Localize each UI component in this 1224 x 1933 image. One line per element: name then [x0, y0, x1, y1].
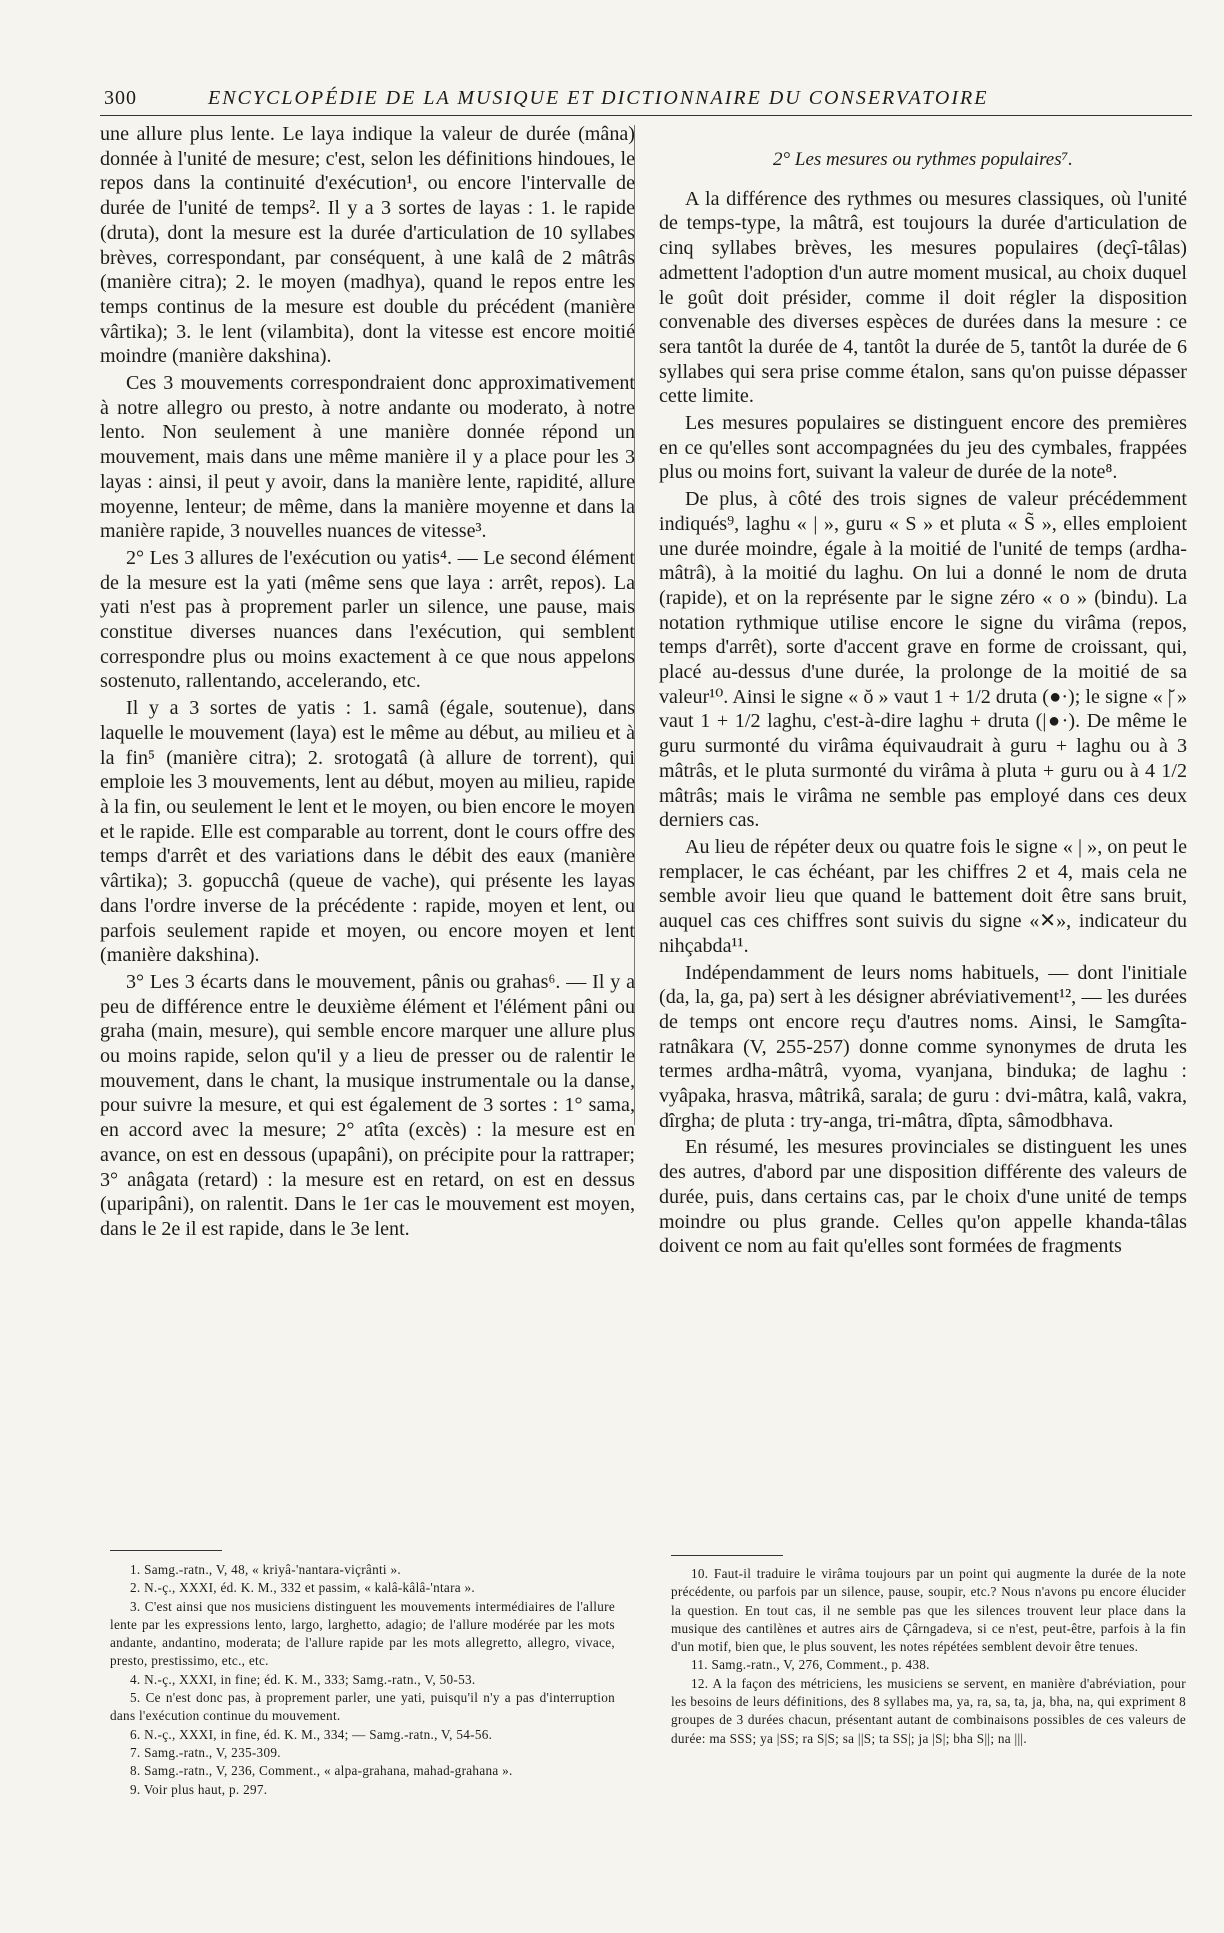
- footnote: 2. N.-ç., XXXI, éd. K. M., 332 et passim, « kalâ-kâlâ-'ntara ».: [130, 1580, 476, 1596]
- paragraph: Les mesures populaires se distinguent encore des premières en ce qu'elles sont accompagnées du jeu des cymbales, frappées plus ou moins fort, suivant la valeur de durée de la note⁸.: [659, 412, 1187, 484]
- footnote: 9. Voir plus haut, p. 297.: [130, 1781, 268, 1797]
- paragraph: une allure plus lente. Le laya indique la valeur de durée (mâna) donnée à l'unité de mesure; c'est, selon les définitions hindoues, le repos dans la continuité d'exécution¹, ou encore l'intervalle de durée de l'unité de temps². Il y a 3 sortes de layas : 1. le rapide (druta), dont la mesure est la durée d'articulation de 10 syllabes brèves, correspondant, par conséquent, à une kalâ de 2 mâtrâs (manière citra); 2. le moyen (madhya), quand le repos entre les temps continus de la mesure est double du précédent (manière vârtika); 3. le lent (vilambita), dont la vitesse est encore moitié moindre (manière dakshina).: [100, 123, 635, 368]
- paragraph: Au lieu de répéter deux ou quatre fois le signe « | », on peut le remplacer, le cas échéant, par les chiffres 2 et 4, mais cela ne semble avoir lieu que quand le battement doit être sans bruit, auquel cas ces chiffres sont suivis du signe «✕», indicateur du nihçabda¹¹.: [659, 835, 1187, 957]
- footnote: 5. Ce n'est donc pas, à proprement parler, une yati, puisqu'il n'y a pas d'interruption dans l'exécution continue du mouvement.: [110, 1690, 615, 1724]
- page-header: [100, 83, 1192, 116]
- footnote: 12. A la façon des métriciens, les musiciens se servent, en manière d'abréviation, pour les besoins de leurs définitions, des 8 syllabes ma, ya, ra, sa, ta, ja, bha, na, qui expriment 8 groupes de 3 durées chacun, présentant autant de combinaisons possibles de ces valeurs de durée: ma SSS; ya |SS; ra S|S; sa ||S; ta SS|; ja |S|; bha S||; na |||.: [671, 1675, 1186, 1746]
- paragraph: 3° Les 3 écarts dans le mouvement, pânis ou grahas⁶. — Il y a peu de différence entre le deuxième élément et l'élément pâni ou graha (main, mesure), qui semble encore marquer une allure plus ou moins rapide, selon qu'il y a lieu de presser ou de ralentir le mouvement, dans le chant, la musique instrumentale ou la danse, pour suivre la mesure, et qui est également de 3 sortes : 1° sama, en accord avec la mesure; 2° atîta (excès) : la mesure est en avance, on est en dessous (upapâni), on précipite pour la rattraper; 3° anâgata (retard) : la mesure est en retard, on est en dessus (uparipâni), on ralentit. Dans le 1er cas le mouvement est moyen, dans le 2e il est rapide, dans le 3e lent.: [100, 970, 635, 1240]
- running-title: ENCYCLOPÉDIE DE LA MUSIQUE ET DICTIONNAIRE DU CONSERVATOIRE: [208, 87, 989, 109]
- paragraph: Il y a 3 sortes de yatis : 1. samâ (égale, soutenue), dans laquelle le mouvement (laya) est le même au début, au milieu et à la fin⁵ (manière citra); 2. srotogatâ (à allure de torrent), qui emploie les 3 mouvements, lent au début, moyen au milieu, rapide à la fin, ou seulement le lent et le moyen, ou bien encore le moyen et le rapide. Elle est comparable au torrent, dont le cours offre des temps d'arrêt et des variations dans le débit des eaux (manière vârtika); 3. gopucchâ (queue de vache), qui présente les layas dans l'ordre inverse de la précédente : rapide, moyen et lent, ou parfois seulement rapide et moyen, ou encore moyen et lent (manière dakshina).: [100, 697, 635, 967]
- footnote: 6. N.-ç., XXXI, in fine, éd. K. M., 334; — Samg.-ratn., V, 54-56.: [130, 1726, 493, 1742]
- footnote: 3. C'est ainsi que nos musiciens distinguent les mouvements intermédiaires de l'allure lente par les expressions lento, largo, larghetto, adagio; de l'allure modérée par les mots andante, andantino, moderata; de l'allure rapide par les mots allegretto, allegro, vivace, presto, prestissimo, etc., etc.: [110, 1598, 615, 1669]
- footnote: 1. Samg.-ratn., V, 48, « kriyâ-'nantara-viçrânti ».: [130, 1562, 401, 1577]
- footnote-rule-right: [671, 1555, 783, 1556]
- paragraph: 2° Les 3 allures de l'exécution ou yatis⁴. — Le second élément de la mesure est la yati (même sens que laya : arrêt, repos). La yati n'est pas à proprement parler un silence, une pause, mais constitue diverses nuances dans l'exécution, qui semblent correspondre plus ou moins exactement à ce que nous appelons sostenuto, rallentando, accelerando, etc.: [100, 546, 635, 693]
- footnote: 8. Samg.-ratn., V, 236, Comment., « alpa-grahana, mahad-grahana ».: [130, 1763, 513, 1779]
- footnote: 11. Samg.-ratn., V, 276, Comment., p. 438.: [691, 1657, 930, 1673]
- footnote-rule-left: [110, 1550, 222, 1551]
- paragraph: A la différence des rythmes ou mesures classiques, où l'unité de temps-type, la mâtrâ, est toujours la durée d'articulation de cinq syllabes brèves, les mesures populaires (deçî-tâlas) admettent l'adoption d'un autre moment musical, au choix duquel le goût doit présider, comme il doit régler la disposition convenable des diverses espèces de durées dans la mesure : ce sera tantôt la durée de 4, tantôt la durée de 5, tantôt la durée de 6 syllabes qui sera prise comme étalon, sans qu'on puisse dépasser cette limite.: [659, 187, 1187, 408]
- footnote: 10. Faut-il traduire le virâma toujours par un point qui augmente la durée de la note précédente, ou parfois par un silence, pause, soupir, etc.? Nous n'avons pu encore élucider la question. En tout cas, il ne semble pas que les silences trouvent leur place dans la musique des cantilènes et autres airs de Çârngadeva, si ce n'est, peut-être, parfois à la fin d'un motif, bien que, le plus souvent, les notes répétées semblent devoir être tenues.: [671, 1566, 1186, 1655]
- paragraph: En résumé, les mesures provinciales se distinguent les unes des autres, d'abord par une disposition différente des valeurs de durée, puis, dans certains cas, par le choix d'une unité de temps moindre ou plus grande. Celles qu'on appelle khanda-tâlas doivent ce nom au fait qu'elles sont formées de fragments: [659, 1136, 1187, 1258]
- footnote: 4. N.-ç., XXXI, in fine; éd. K. M., 333; Samg.-ratn., V, 50-53.: [130, 1671, 476, 1687]
- paragraph: Ces 3 mouvements correspondraient donc approximativement à notre allegro ou presto, à notre andante ou moderato, à notre lento. Non seulement à une manière donnée répond un mouvement, mais dans une même manière il y a place pour les 3 layas : ainsi, il peut y avoir, dans la manière lente, rapidité, allure moyenne, lenteur; de même, dans la manière moyenne et dans la manière rapide, 3 nouvelles nuances de vitesse³.: [100, 372, 635, 543]
- page-number: 300: [104, 87, 137, 109]
- section-heading: 2° Les mesures ou rythmes populaires⁷.: [773, 149, 1073, 170]
- right-column: [659, 122, 1187, 1261]
- left-column: [100, 122, 635, 1244]
- paragraph: De plus, à côté des trois signes de valeur précédemment indiqués⁹, laghu « | », guru « S » et pluta « S̃ », elles emploient une durée moindre, égale à la moitié de l'unité de temps (ardha-mâtrâ), à la moitié du laghu. On lui a donné le nom de druta (rapide), et on la représente par le signe zéro « o » (bindu). La notation rythmique utilise encore le signe du virâma (repos, temps d'arrêt), sorte d'accent grave en forme de croissant, qui, placé au-dessus d'une durée, la prolonge de la moitié de sa valeur¹⁰. Ainsi le signe « ŏ » vaut 1 + 1/2 druta (●·); le signe « |̆ » vaut 1 + 1/2 laghu, c'est-à-dire laghu + druta (|●·). De même le guru surmonté du virâma équivaudrait à guru + laghu ou à 3 mâtrâs, et le pluta surmonté du virâma à pluta + guru ou à 4 1/2 mâtrâs; mais le virâma ne semble pas employé dans ces deux derniers cas.: [659, 488, 1187, 832]
- footnote: 7. Samg.-ratn., V, 235-309.: [130, 1744, 281, 1760]
- footnotes-right: [671, 1565, 1186, 1748]
- footnotes-left: [110, 1561, 615, 1799]
- paragraph: Indépendamment de leurs noms habituels, — dont l'initiale (da, la, ga, pa) sert à les désigner abréviativement¹², — les durées de temps ont encore reçu d'autres noms. Ainsi, le Samgîta-ratnâkara (V, 255-257) donne comme synonymes de druta les termes ardha-mâtrâ, vyoma, vyanjana, binduka; de laghu : vyâpaka, hrasva, mâtrikâ, sarala; de guru : dvi-mâtra, kalâ, vakra, dîrgha; de pluta : try-anga, tri-mâtra, dîpta, sâmodbhava.: [659, 961, 1187, 1132]
